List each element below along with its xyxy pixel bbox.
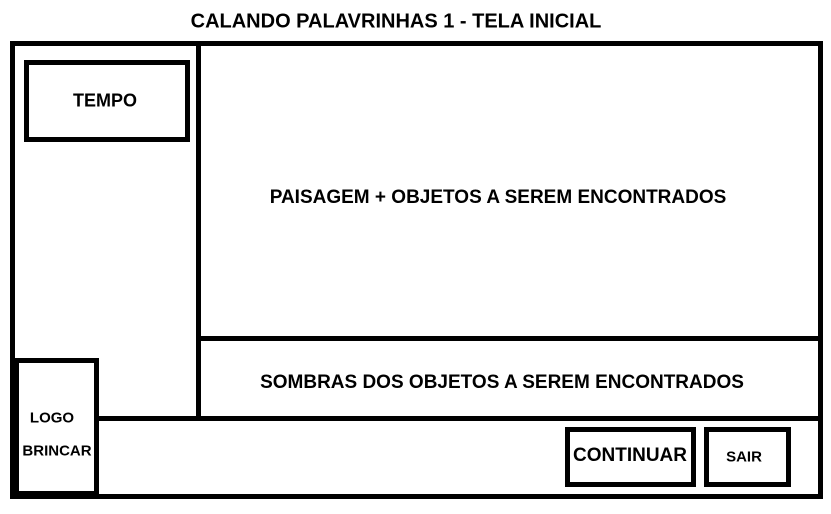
left-column-divider — [196, 43, 201, 420]
scene-area-label: PAISAGEM + OBJETOS A SEREM ENCONTRADOS — [269, 187, 727, 208]
page-title: CALANDO PALAVRINHAS 1 - TELA INICIAL — [190, 10, 602, 33]
timer-label: TEMPO — [72, 90, 138, 111]
continue-button-label: CONTINUAR — [573, 445, 687, 466]
shadows-area-label: SOMBRAS DOS OBJETOS A SEREM ENCONTRADOS — [260, 372, 744, 393]
exit-button-label: SAIR — [726, 448, 762, 466]
logo-label: LOGO — [29, 409, 75, 427]
logo-box — [14, 358, 99, 496]
bottom-bar-divider — [95, 416, 820, 421]
scene-shadow-divider — [198, 336, 820, 341]
logo-label-brincar: BRINCAR — [22, 442, 92, 460]
